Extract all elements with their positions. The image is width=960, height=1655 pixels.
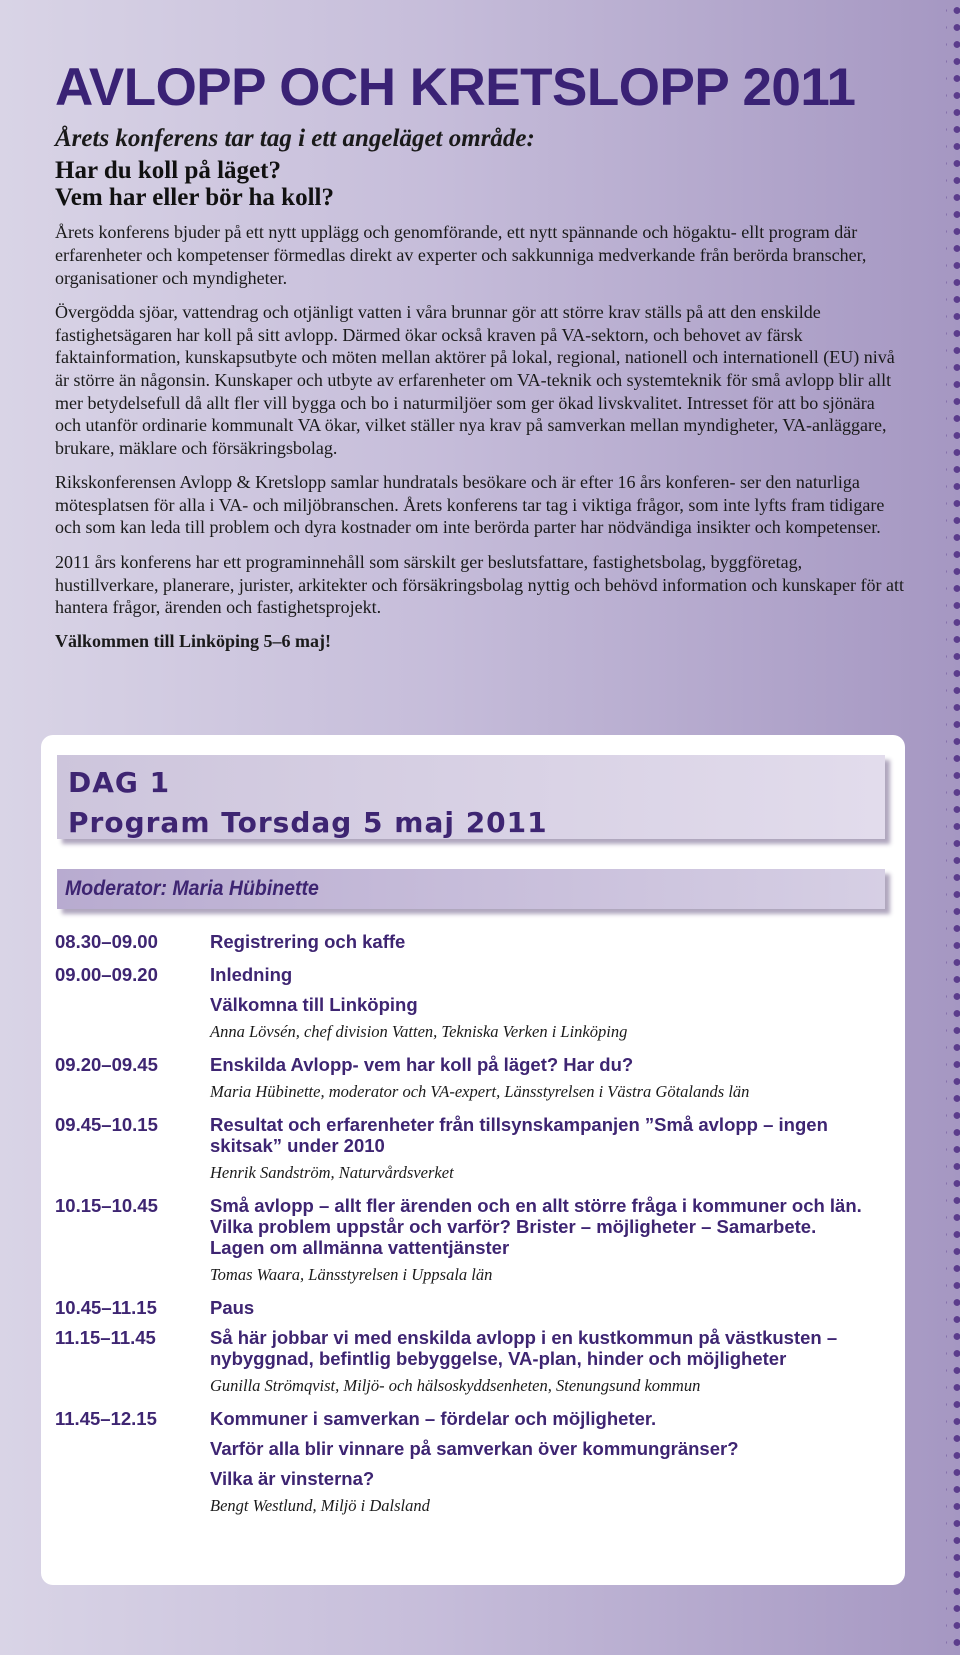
session-speaker: Henrik Sandström, Naturvårdsverket — [210, 1163, 454, 1182]
schedule-row — [55, 1327, 875, 1396]
session-title: Resultat och erfarenheter från tillsynskampanjen ”Små avlopp – ingen skitsak” under 2010 — [210, 1114, 828, 1156]
moderator-bar — [57, 869, 885, 909]
schedule-row — [55, 1297, 875, 1318]
schedule-row — [55, 1054, 875, 1102]
session-time: 10.15–10.45 — [55, 1195, 158, 1216]
session-time: 09.45–10.15 — [55, 1114, 158, 1135]
day-header — [57, 755, 885, 839]
schedule-row — [55, 1195, 875, 1285]
day-title — [68, 763, 548, 843]
session-title: Enskilda Avlopp- vem har koll på läget? Har du? — [210, 1054, 634, 1075]
session-speaker: Tomas Waara, Länsstyrelsen i Uppsala län — [210, 1265, 493, 1284]
schedule-row — [55, 1114, 875, 1183]
session-speaker: Gunilla Strömqvist, Miljö- och hälsoskyddsenheten, Stenungsund kommun — [210, 1376, 701, 1395]
schedule-row — [55, 1408, 875, 1516]
welcome-line: Välkommen till Linköping 5–6 maj! — [55, 630, 332, 651]
session-title: Vilka är vinsterna? — [210, 1468, 375, 1489]
session-speaker: Anna Lövsén, chef division Vatten, Tekniska Verken i Linköping — [210, 1022, 628, 1041]
schedule-row — [55, 964, 875, 1042]
program-panel — [41, 735, 905, 1585]
decorative-dot-border — [946, 0, 960, 1655]
paragraph: Rikskonferensen Avlopp & Kretslopp samlar hundratals besökare och är efter 16 års konferen- ser den naturliga mötesplatsen för alla i VA- och miljöbranschen. Årets konferens tar tag i viktiga frågor, som inte lyfts fram tidigare och som kan leda till problem och dyra kostnader om inte berörda parter har nödvändiga insikter och kompetenser. — [55, 472, 885, 538]
session-time: 10.45–11.15 — [55, 1297, 157, 1318]
session-time: 08.30–09.00 — [55, 931, 158, 952]
intro-section — [55, 58, 905, 652]
question-1: Har du koll på läget? — [55, 157, 281, 185]
session-title: Inledning — [210, 964, 293, 985]
day-date: Program Torsdag 5 maj 2011 — [68, 806, 548, 839]
questions — [55, 157, 905, 211]
schedule — [55, 931, 875, 1516]
day-label: DAG 1 — [68, 766, 171, 799]
moderator-label: Moderator: Maria Hübinette — [65, 877, 319, 900]
schedule-row — [55, 931, 875, 952]
paragraph: Årets konferens bjuder på ett nytt upplägg och genomförande, ett nytt spännande och högaktu- ellt program där erfarenheter och kompetenser förmedlas direkt av experter och sakkunniga medverkande från berörda branscher, organisationer och myndigheter. — [55, 222, 867, 288]
session-title: Paus — [210, 1297, 255, 1318]
session-time: 11.15–11.45 — [55, 1327, 156, 1348]
main-title: AVLOPP OCH KRETSLOPP 2011 — [55, 58, 856, 117]
session-title: Så här jobbar vi med enskilda avlopp i en kustkommun på västkusten – nybyggnad, befintlig bebyggelse, VA-plan, hinder och möjligheter — [210, 1327, 838, 1369]
subtitle: Årets konferens tar tag i ett angeläget område: — [55, 125, 535, 153]
session-title: Små avlopp – allt fler ärenden och en allt större fråga i kommuner och län. Vilka problem uppstår och varför? Brister – möjligheter – Samarbete. Lagen om allmänna vattentjänster — [210, 1195, 862, 1258]
session-speaker: Maria Hübinette, moderator och VA-expert, Länsstyrelsen i Västra Götalands län — [210, 1082, 750, 1101]
session-time: 09.00–09.20 — [55, 964, 158, 985]
paragraph: Övergödda sjöar, vattendrag och otjänligt vatten i våra brunnar gör att större krav ställs på att den enskilde fastighetsägaren har koll på sitt avlopp. Därmed ökar också kraven på VA-sektorn, och behovet av färsk faktainformation, kunskapsutbyte och möten mellan aktörer på lokal, regional, nationell och internationell (EU) nivå är större än någonsin. Kunskaper och utbyte av erfarenheter om VA-teknik och systemteknik för små avlopp blir allt mer betydelsefull då allt fler vill bygga och bo i naturmiljöer som ger ökad livskvalitet. Intresset för att bo sjönära och utanför ordinarie kommunalt VA ökar, vilket ställer nya krav på samverkan mellan myndigheter, VA-anläggare, brukare, mäklare och försäkringsbolag. — [55, 302, 895, 458]
session-time: 09.20–09.45 — [55, 1054, 158, 1075]
session-title: Varför alla blir vinnare på samverkan över kommungränser? — [210, 1438, 739, 1459]
session-speaker: Bengt Westlund, Miljö i Dalsland — [210, 1496, 430, 1515]
paragraph: 2011 års konferens har ett programinnehåll som särskilt ger beslutsfattare, fastighetsbolag, byggföretag, hustillverkare, planerare, jurister, arkitekter och försäkringsbolag nyttig och behövd information och kunskaper för att hantera frågor, ärenden och fastighetsprojekt. — [55, 552, 905, 618]
question-2: Vem har eller bör ha koll? — [55, 184, 334, 212]
session-time: 11.45–12.15 — [55, 1408, 157, 1429]
session-title: Välkomna till Linköping — [210, 994, 418, 1015]
session-title: Registrering och kaffe — [210, 931, 406, 952]
session-title: Kommuner i samverkan – fördelar och möjligheter. — [210, 1408, 657, 1429]
